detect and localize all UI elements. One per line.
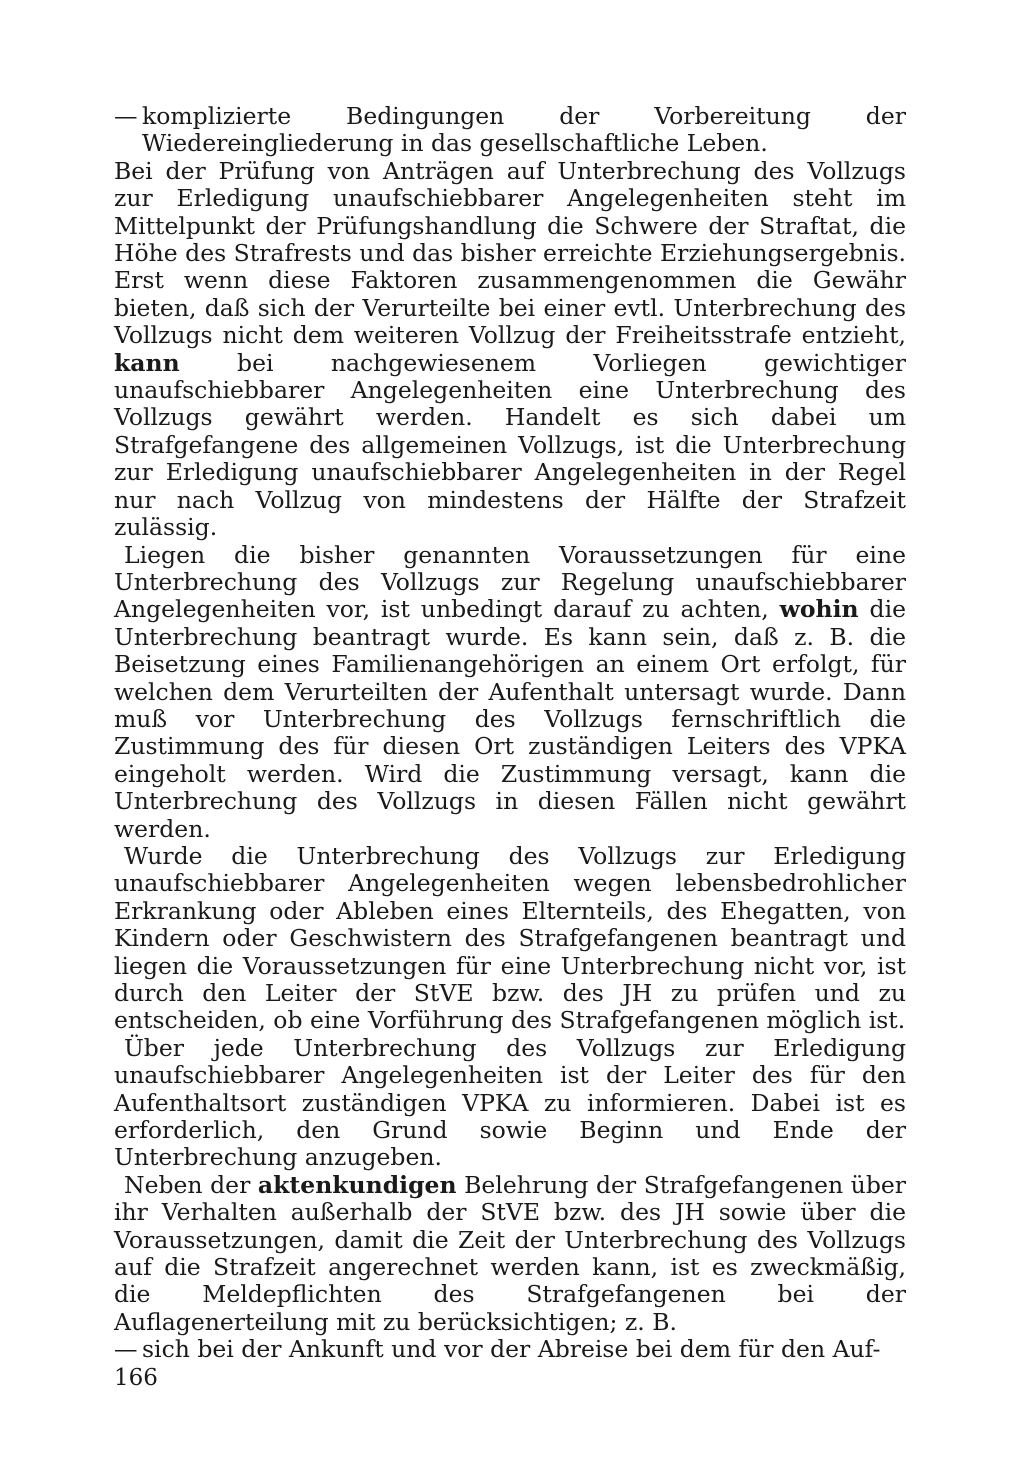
emphasis-text: wohin [779, 595, 859, 624]
text-run: Bei der Prüfung von Anträgen auf Unterbrechung des Vollzugs zur Erledigung unaufschiebbarer Angelegenheiten steht im Mittelpunkt der Prüfungshandlung die Schwere der Straftat, die Höhe des Strafrests und das bisher erreichte Erziehungsergebnis. Erst wenn diese Faktoren zusammengenommen die Gewähr bieten, daß sich der Verurteilte bei einer evtl. Unterbrechung des Vollzugs nicht dem weiteren Vollzug der Freiheitsstrafe entzieht, [114, 156, 906, 350]
dash-marker: — [114, 102, 138, 130]
page-body [114, 103, 906, 1364]
list-item-text: komplizierte Bedingungen der Vorbereitung der Wiedereingliederung in das gesellschaftliche Leben. [142, 102, 906, 158]
dash-marker: — [114, 1335, 138, 1364]
text-run: die Unterbrechung beantragt wurde. Es kann sein, daß z. B. die Beisetzung eines Familienangehörigen an einem Ort erfolgt, für welchen dem Verurteilten der Aufenthalt untersagt wurde. Dann muß vor Unterbrechung des Vollzugs fernschriftlich die Zustimmung des für diesen Ort zuständigen Leiters des VPKA eingeholt werden. Wird die Zustimmung versagt, kann die Unterbrechung des Vollzugs in diesen Fällen nicht gewährt werden. [114, 595, 907, 843]
text-run: bei nachgewiesenem Vorliegen gewichtiger unaufschiebbarer Angelegenheiten eine Unterbrechung des Vollzugs gewährt werden. Handelt es sich dabei um Strafgefangene des allgemeinen Vollzugs, ist die Unterbrechung zur Erledigung unaufschiebbarer Angelegenheiten in der Regel nur nach Vollzug von mindestens der Hälfte der Strafzeit zulässig. [114, 348, 906, 542]
list-item-text: sich bei der Ankunft und vor der Abreise bei dem für den Auf- [142, 1335, 881, 1364]
list-item [114, 103, 906, 158]
page-number: 166 [114, 1365, 158, 1391]
paragraph [114, 542, 906, 843]
emphasis-text: aktenkundigen [257, 1170, 457, 1199]
text-run: Über jede Unterbrechung des Vollzugs zur Erledigung unaufschiebbarer Angelegenheiten ist der Leiter des für den Aufenthaltsort zuständigen VPKA zu informieren. Dabei ist es erforderlich, den Grund sowie Beginn und Ende der Unterbrechung anzugeben. [114, 1033, 906, 1172]
text-run: Belehrung der Strafgefangenen über ihr Verhalten außerhalb der StVE bzw. des JH sowie über die Voraussetzungen, damit die Zeit der Unterbrechung des Vollzugs auf die Strafzeit angerechnet werden kann, ist es zweckmäßig, die Meldepflichten des Strafgefangenen bei der Auflagenerteilung mit zu berücksichtigen; z. B. [114, 1170, 906, 1336]
paragraph [114, 843, 906, 1035]
text-run: Wurde die Unterbrechung des Vollzugs zur Erledigung unaufschiebbarer Angelegenheiten wegen lebensbedrohlicher Erkrankung oder Ableben eines Elternteils, des Ehegatten, von Kindern oder Geschwistern des Strafgefangenen beantragt und liegen die Voraussetzungen für eine Unterbrechung nicht vor, ist durch den Leiter der StVE bzw. des JH zu prüfen und zu entscheiden, ob eine Vorführung des Strafgefangenen möglich ist. [114, 841, 906, 1035]
paragraph [114, 1035, 906, 1172]
list-item [114, 1336, 906, 1363]
emphasis-text: kann [114, 348, 180, 377]
paragraph [114, 158, 906, 542]
paragraph [114, 1172, 906, 1336]
text-run: Liegen die bisher genannten Voraussetzungen für eine Unterbrechung des Vollzugs zur Regelung unaufschiebbarer Angelegenheiten vor, ist unbedingt darauf zu achten, [114, 540, 906, 624]
text-run: Neben der [124, 1170, 258, 1199]
